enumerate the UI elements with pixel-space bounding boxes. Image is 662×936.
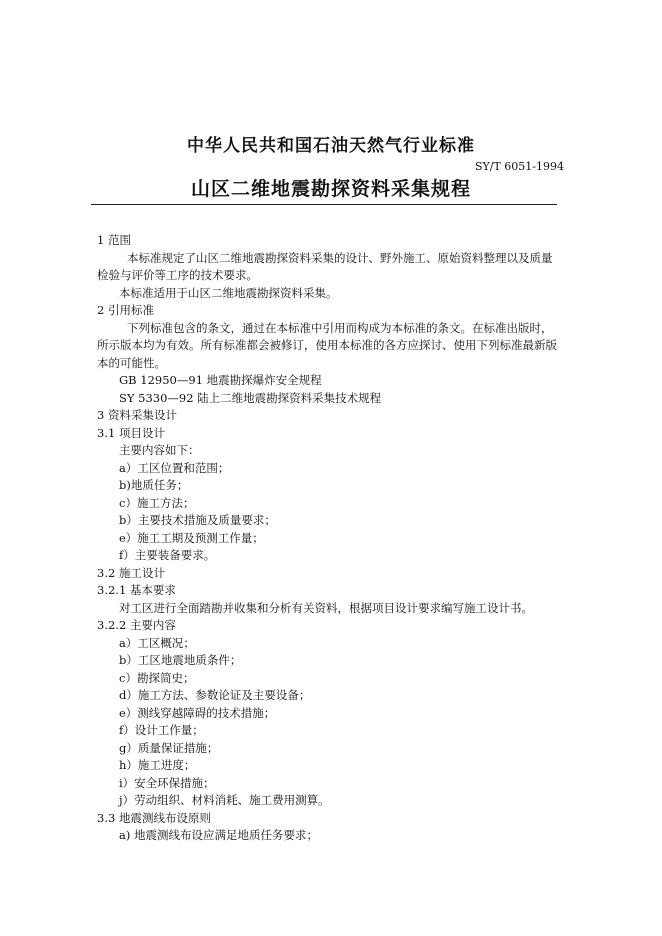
section-1-paragraph-2: 本标准适用于山区二维地震勘探资料采集。 [119, 286, 338, 300]
section-1-paragraph-1a: 本标准规定了山区二维地震勘探资料采集的设计、野外施工、原始资料整理以及质量 [127, 251, 553, 265]
list-item: e）施工工期及预测工作量； [119, 531, 264, 545]
list-item: i）安全环保措施； [119, 776, 215, 790]
section-2-paragraph-b: 所示版本均为有效。所有标准都会被修订，使用本标准的各方应探讨、使用下列标准最新版 [97, 338, 557, 352]
section-3-3-item-a: a) 地震测线布设应满足地质任务要求； [119, 828, 318, 842]
list-item: b）工区地震地质条件； [119, 653, 242, 667]
list-item: g）质量保证措施； [119, 741, 219, 755]
list-item: j）劳动组织、材料消耗、施工费用测算。 [119, 793, 330, 807]
section-3-3-heading: 3.3 地震测线布设原则 [97, 811, 211, 825]
list-item: c）施工方法； [119, 496, 195, 510]
list-item: c）勘探简史； [119, 671, 195, 685]
list-item: a）工区位置和范围； [119, 461, 230, 475]
list-item: d）施工方法、参数论证及主要设备； [119, 688, 311, 702]
section-2-heading: 2 引用标准 [97, 303, 154, 317]
standard-code: SY/T 6051-1994 [474, 160, 564, 173]
section-3-2-heading: 3.2 施工设计 [97, 566, 165, 580]
section-3-2-2-heading: 3.2.2 主要内容 [97, 618, 176, 632]
section-1-heading: 1 范围 [97, 233, 131, 247]
reference-2: SY 5330—92 陆上二维地震勘探资料采集技术规程 [119, 391, 382, 405]
list-item: f）主要装备要求。 [119, 548, 216, 562]
list-item: a）工区概况； [119, 636, 195, 650]
list-item: b)地质任务； [119, 478, 189, 492]
document-title: 山区二维地震勘探资料采集规程 [190, 178, 471, 200]
title-divider [91, 204, 557, 205]
section-3-2-1-heading: 3.2.1 基本要求 [97, 583, 176, 597]
list-item: f）设计工作量； [119, 723, 204, 737]
section-1-paragraph-1b: 检验与评价等工序的技术要求。 [97, 268, 258, 282]
section-3-2-1-text: 对工区进行全面踏勘并收集和分析有关资料，根据项目设计要求编写施工设计书。 [119, 601, 533, 615]
section-3-1-intro: 主要内容如下： [119, 443, 200, 457]
reference-1: GB 12950—91 地震勘探爆炸安全规程 [119, 373, 322, 387]
section-3-1-heading: 3.1 项目设计 [97, 426, 165, 440]
list-item: e）测线穿越障碍的技术措施； [119, 706, 276, 720]
section-3-heading: 3 资料采集设计 [97, 408, 177, 422]
list-item: h）施工进度； [119, 758, 196, 772]
section-2-paragraph-c: 本的可能性。 [97, 356, 166, 370]
standard-title: 中华人民共和国石油天然气行业标准 [187, 136, 475, 156]
section-2-paragraph-a: 下列标准包含的条文，通过在本标准中引用而构成为本标准的条文。在标准出版时， [127, 321, 553, 335]
list-item: b）主要技术措施及质量要求； [119, 513, 276, 527]
